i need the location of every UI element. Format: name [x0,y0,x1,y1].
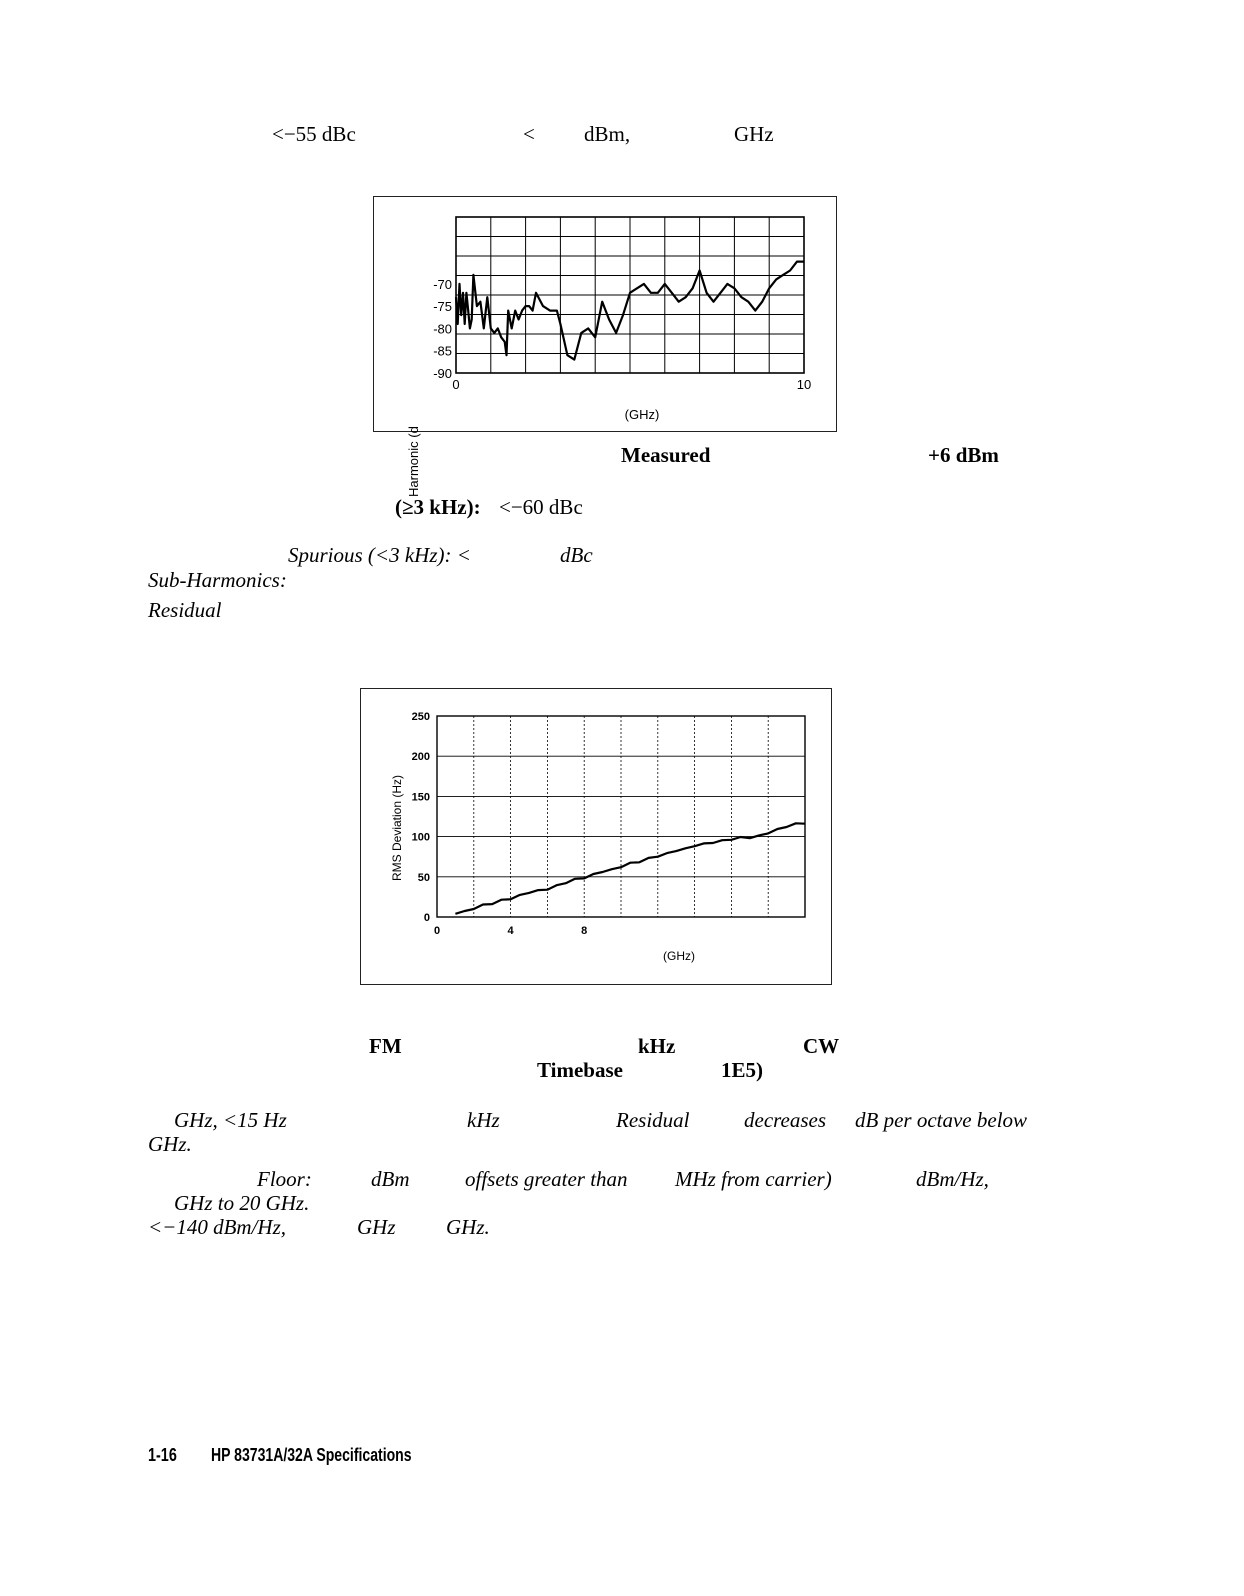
floor-range: GHz to 20 GHz. [174,1191,310,1215]
residual-fm-y-tick-label: 250 [411,711,430,723]
residual-fm-y-tick-label: 100 [411,831,430,844]
residual-fm-y-tick-label: 50 [417,871,430,884]
fm-option: 1E5) [721,1058,763,1082]
harmonics-y-tick-label: -85 [433,343,452,359]
residual-fm-grid [437,716,805,917]
page-number: 1-16 [148,1445,177,1465]
floor-label: Floor: [257,1167,312,1191]
floor-ghz-b: GHz. [446,1215,490,1239]
residual-fm-y-tick-label: 200 [411,751,430,764]
harmonics-y-tick-label: -75 [433,299,452,315]
floor-ghz-a: GHz [357,1215,396,1239]
spurious-low-label: Spurious (<3 kHz): < [288,543,471,567]
residual-fm-x-tick-label: 0 [433,925,441,937]
spurious-high-label: (≥3 kHz): [395,495,481,519]
floor-dbm: dBm [371,1167,410,1191]
harmonics-x-axis-label: (GHz) [624,407,660,422]
spurious-high-value: <−60 dBc [499,495,583,519]
floor-offsets: offsets greater than [465,1167,628,1191]
harmonics-y-axis-label: Harmonic (d [406,426,421,497]
residual-label: Residual [148,598,222,622]
harmonics-y-tick-label: -80 [433,321,452,337]
harmonics-dbm: dBm, [584,122,631,146]
harmonics-ghz: GHz [734,122,774,146]
floor-dbm-hz: dBm/Hz, [916,1167,989,1191]
fm-timebase: Timebase [537,1058,623,1082]
residual-fm-figure [360,688,832,985]
figure1-caption-measured: Measured [621,443,711,467]
floor-value-2: <−140 dBm/Hz, [148,1215,287,1239]
residual-fm-y-tick-label: 0 [423,912,430,924]
fm-khz: kHz [638,1034,676,1058]
harmonics-x-tick-label: 0 [452,377,460,392]
harmonics-y-tick-label: -90 [433,366,452,381]
spurious-low-unit: dBc [560,543,593,567]
floor-mhz: MHz from carrier) [675,1167,832,1191]
fm-cw: CW [803,1034,840,1058]
residual-ghz-end: GHz. [148,1132,192,1156]
residual-fm-y-tick-label: 150 [411,791,430,804]
footer-title: HP 83731A/32A Specifications [211,1445,412,1465]
residual-khz: kHz [467,1108,500,1132]
residual-word: Residual [616,1108,690,1132]
harmonics-x-tick-label: 10 [796,377,812,392]
residual-db-per-octave: dB per octave below [855,1108,1028,1132]
harmonics-value: <−55 dBc [272,122,356,146]
residual-fm-x-tick-label: 4 [507,925,514,937]
fm-label: FM [369,1034,402,1058]
residual-fm-x-axis-label: (GHz) [663,949,695,963]
residual-decreases: decreases [744,1108,827,1132]
figure1-caption-power: +6 dBm [928,443,999,467]
residual-fm-x-tick-label: 8 [581,925,588,937]
residual-fm-y-axis-label: RMS Deviation (Hz) [390,774,404,881]
residual-fm-chart [361,689,831,984]
harmonics-less-than: < [523,122,535,146]
subharmonics-label: Sub-Harmonics: [148,568,287,592]
harmonics-y-tick-label: -70 [433,276,452,292]
residual-ghz-hz: GHz, <15 Hz [174,1108,287,1132]
